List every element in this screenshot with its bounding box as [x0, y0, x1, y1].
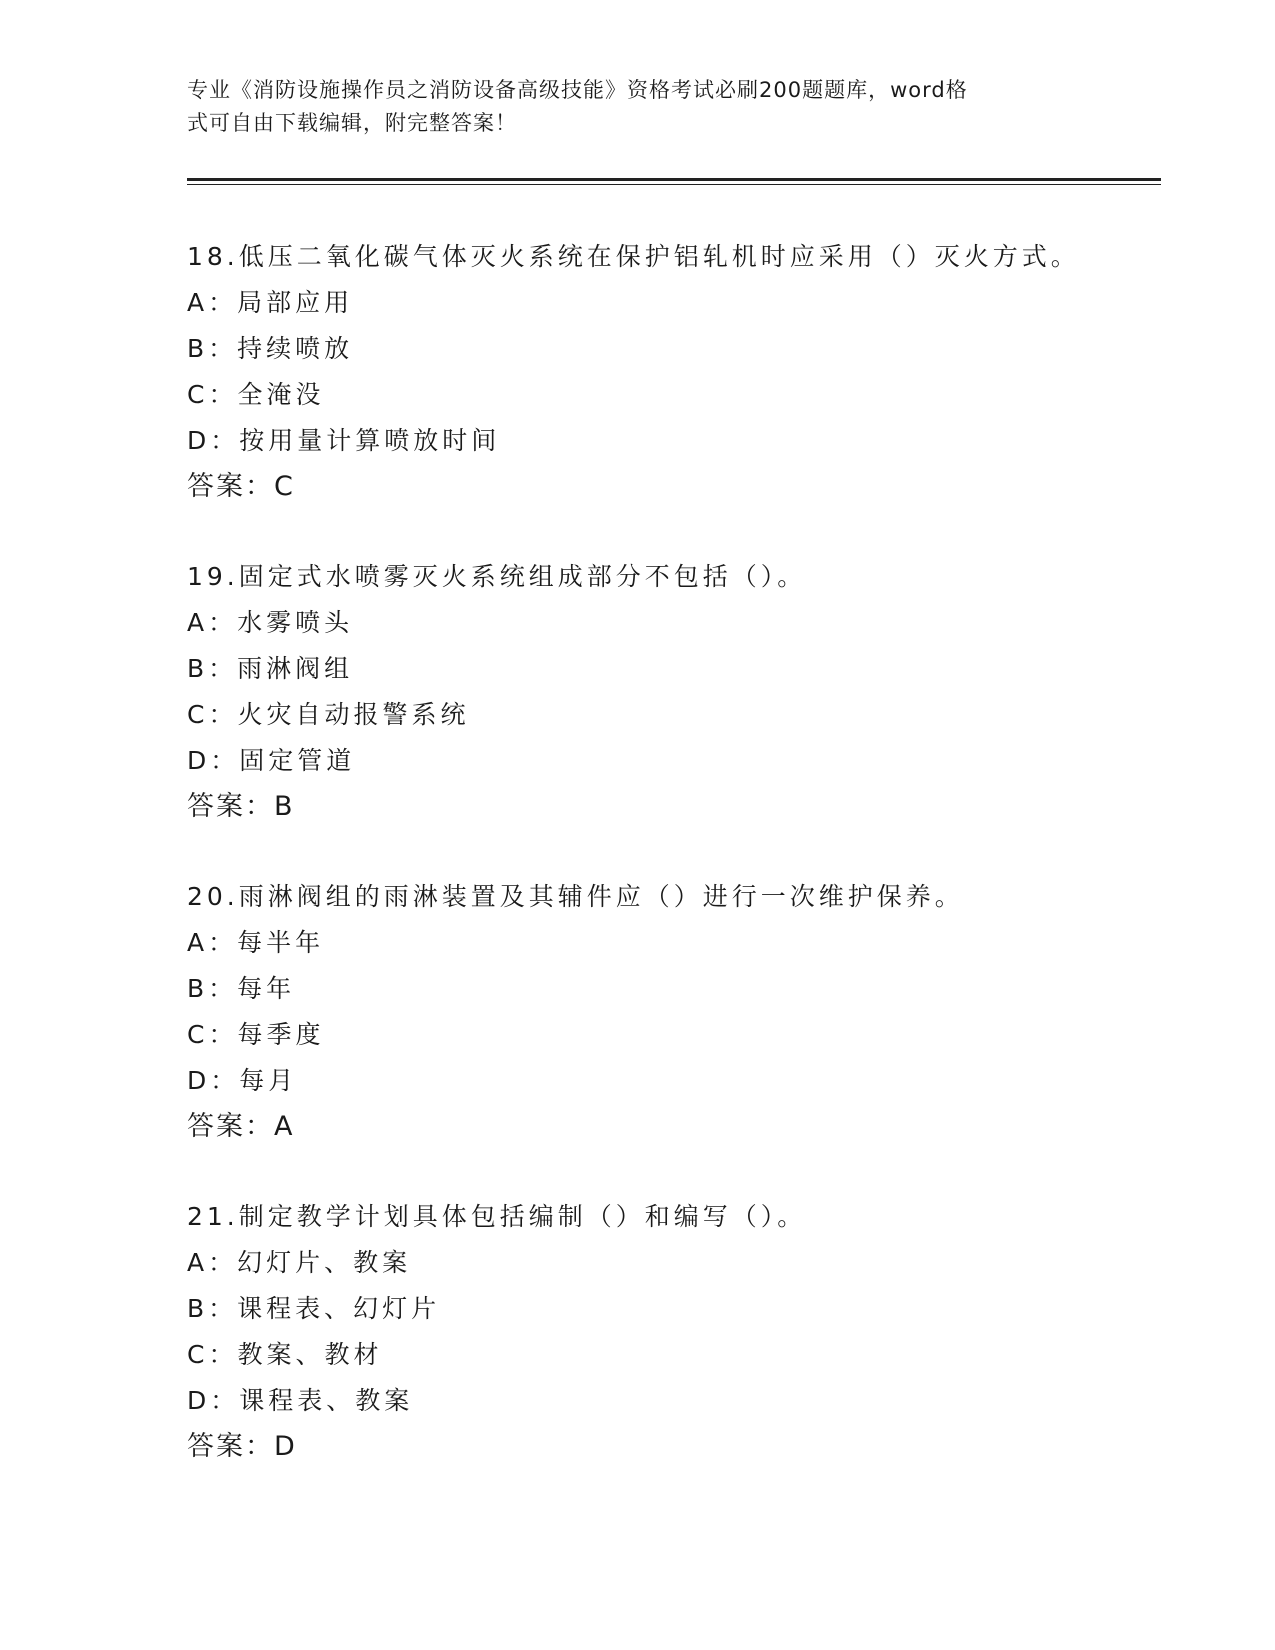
header-divider-thin [187, 184, 1161, 185]
answer: 答案：D [187, 1431, 297, 1462]
option-d: D：每月 [187, 1066, 298, 1095]
option-a: A：局部应用 [187, 288, 354, 317]
header-divider-thick [187, 178, 1161, 181]
question-18 [187, 234, 1147, 510]
answer: 答案：C [187, 471, 295, 502]
option-c: C：教案、教材 [187, 1340, 383, 1369]
option-a: A：每半年 [187, 928, 325, 957]
option-b: B：持续喷放 [187, 334, 354, 363]
option-c: C：全淹没 [187, 380, 325, 409]
answer: 答案：A [187, 1111, 295, 1142]
question-19 [187, 554, 1147, 830]
header-line-1: 专业《消防设施操作员之消防设备高级技能》资格考试必刷200题题库，word格 [187, 78, 968, 102]
option-d: D：固定管道 [187, 746, 356, 775]
option-c: C：每季度 [187, 1020, 325, 1049]
option-d: D：课程表、教案 [187, 1386, 414, 1415]
option-b: B：雨淋阀组 [187, 654, 354, 683]
option-b: B：每年 [187, 974, 296, 1003]
question-title: 18.低压二氧化碳气体灭火系统在保护铝轧机时应采用（）灭火方式。 [187, 242, 1080, 271]
question-title: 20.雨淋阀组的雨淋装置及其辅件应（）进行一次维护保养。 [187, 882, 964, 911]
option-c: C：火灾自动报警系统 [187, 700, 470, 729]
question-title: 21.制定教学计划具体包括编制（）和编写（）。 [187, 1202, 807, 1231]
document-header [187, 74, 1067, 140]
option-a: A：幻灯片、教案 [187, 1248, 412, 1277]
option-b: B：课程表、幻灯片 [187, 1294, 441, 1323]
question-20 [187, 874, 1147, 1150]
question-title: 19.固定式水喷雾灭火系统组成部分不包括（）。 [187, 562, 807, 591]
answer: 答案：B [187, 791, 295, 822]
header-line-2: 式可自由下载编辑，附完整答案！ [187, 111, 517, 135]
question-21 [187, 1194, 1147, 1470]
option-d: D：按用量计算喷放时间 [187, 426, 501, 455]
option-a: A：水雾喷头 [187, 608, 354, 637]
